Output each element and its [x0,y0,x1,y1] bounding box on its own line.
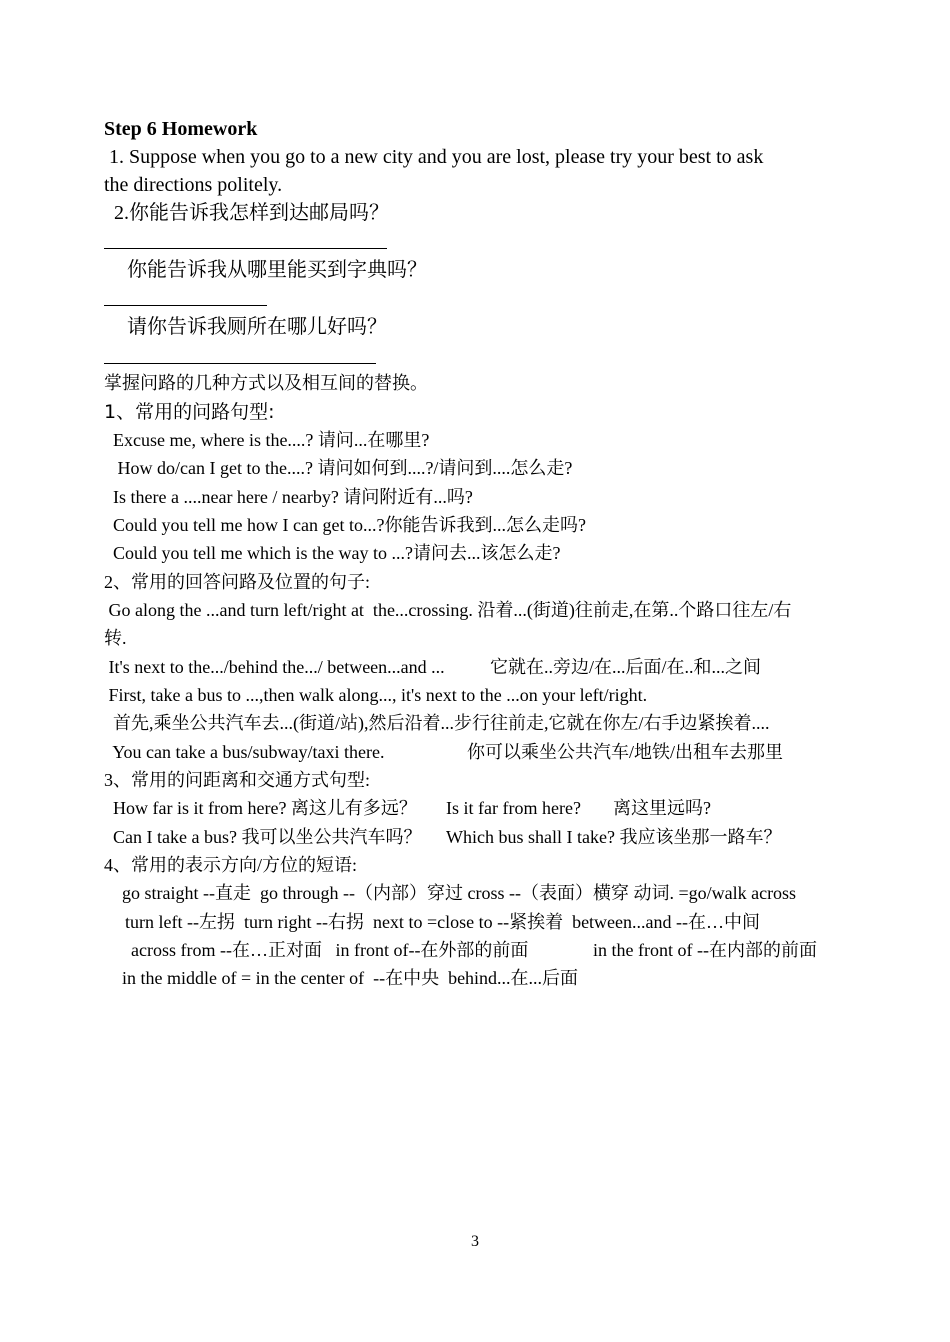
list-item: across from --在…正对面 in front of--在外部的前面 [104,940,529,960]
list-item: Excuse me, where is the....? 请问...在哪里? [113,430,430,450]
section-3-heading: 3、常用的问距离和交通方式句型: [104,770,370,790]
list-item: 转. [104,628,127,648]
answer-blank-line [104,305,267,306]
list-item: Can I take a bus? 我可以坐公共汽车吗？ [104,827,422,847]
list-item: in the middle of = in the center of --在中央 behind...在...后面 [104,968,579,988]
homework-item-1: 1. Suppose when you go to a new city and you are lost, please try your best to ask [104,146,764,168]
list-item-translation: 你可以乘坐公共汽车/地铁/出租车去那里 [467,742,784,762]
list-item: Is there a ....near here / nearby? 请问附近有...吗? [113,487,473,507]
list-item: Could you tell me how I can get to...?你能告诉我到...怎么走吗? [113,515,586,535]
section-1-heading [104,400,275,424]
section-1-heading-text: 1、常用的问路句型: [104,401,275,423]
notes-intro: 掌握问路的几种方式以及相互间的替换。 [104,373,428,393]
list-item: Go along the ...and turn left/right at the...crossing. 沿着...(街道)往前走,在第..个路口往左/右 [104,600,792,620]
list-item: Could you tell me which is the way to ...?请问去...该怎么走? [113,543,561,563]
answer-blank-line [104,363,376,364]
list-item: 首先,乘坐公共汽车去...(街道/站),然后沿着...步行往前走,它就在你左/右手边紧挨着.... [104,713,770,733]
section-4-heading: 4、常用的表示方向/方位的短语: [104,855,358,875]
list-item: It's next to the.../behind the.../ between...and ... [104,657,445,677]
answer-blank-line [104,248,387,249]
list-item-translation: 它就在..旁边/在...后面/在..和...之间 [490,657,762,677]
list-item: You can take a bus/subway/taxi there. [104,742,385,762]
list-item: turn left --左拐 turn right --右拐 next to =close to --紧挨着 between...and --在…中间 [125,912,761,932]
homework-item-2: 2.你能告诉我怎样到达邮局吗？ [104,202,389,224]
list-item-translation: 离这里远吗? [613,798,711,818]
list-item: Which bus shall I take? 我应该坐那一路车？ [446,827,782,847]
page-number: 3 [471,1233,479,1250]
homework-question-2: 你能告诉我从哪里能买到字典吗？ [127,259,427,281]
section-2-heading: 2、常用的回答问路及位置的句子: [104,572,370,592]
list-item: in the front of --在内部的前面 [593,940,817,960]
list-item: First, take a bus to ...,then walk along..., it's next to the ...on your left/right. [104,685,648,705]
list-item: Is it far from here? [446,798,581,818]
list-item: go straight --直走 go through --（内部）穿过 cross --（表面）横穿 动词. =go/walk across [104,883,797,903]
homework-title: Step 6 Homework [104,118,258,140]
list-item: How do/can I get to the....? 请问如何到....?/请问到....怎么走? [113,458,573,478]
homework-item-1-cont: the directions politely. [104,174,283,196]
list-item: How far is it from here? 离这儿有多远？ [104,798,417,818]
homework-question-3: 请你告诉我厕所在哪儿好吗？ [127,316,387,338]
